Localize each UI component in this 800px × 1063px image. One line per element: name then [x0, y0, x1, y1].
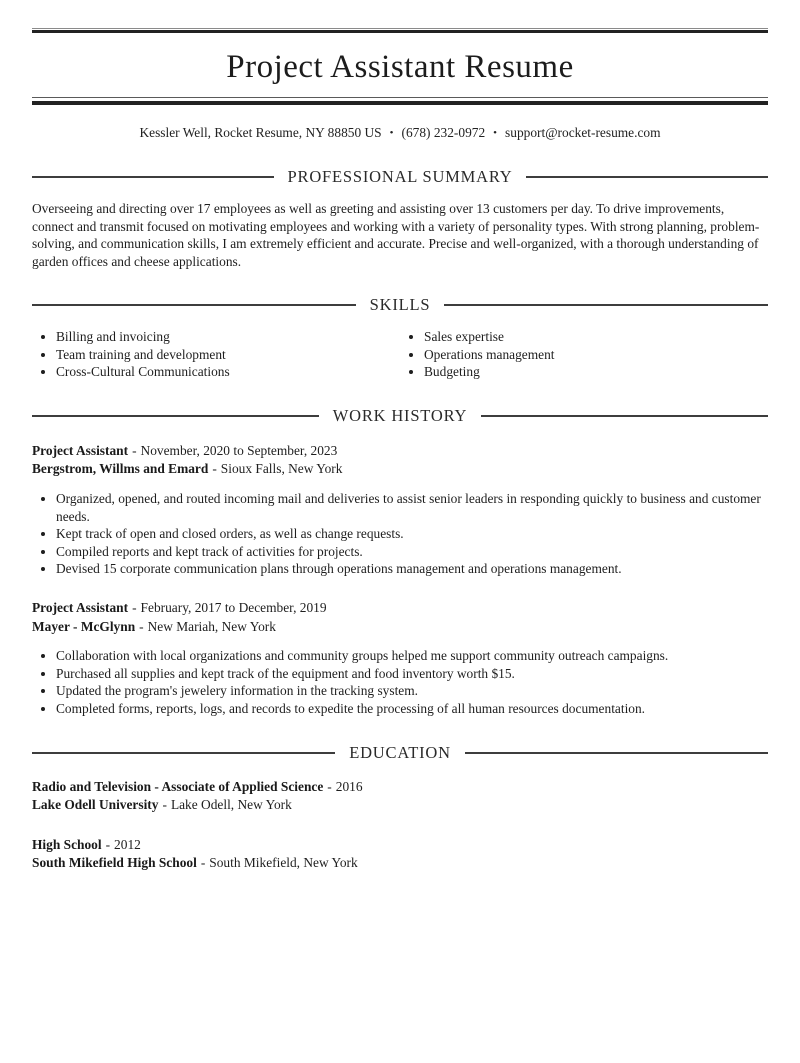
- skill-item: • Billing and invoicing: [56, 328, 400, 346]
- contact-separator-dot: •: [389, 127, 394, 139]
- contact-line: [32, 124, 768, 142]
- dash-separator: -: [162, 797, 167, 813]
- heading-rule-left: [32, 176, 274, 178]
- skills-list-left: [32, 328, 400, 381]
- job-bullet: • Compiled reports and kept track of activities for projects.: [56, 543, 768, 561]
- skills-list-right: [400, 328, 768, 381]
- heading-rule-left: [32, 415, 319, 417]
- job-bullet: • Organized, opened, and routed incoming mail and deliveries to assist senior leaders in responding quickly to business and customer needs.: [56, 490, 768, 525]
- top-double-rule: [32, 28, 768, 33]
- skills-columns: [32, 328, 768, 381]
- heading-rule-right: [481, 415, 768, 417]
- education-entry: [32, 778, 768, 815]
- education-entry: [32, 836, 768, 873]
- job-bullet: • Devised 15 corporate communication plans through operations management and operations management.: [56, 560, 768, 578]
- skills-section: [32, 295, 768, 381]
- heading-rule-left: [32, 304, 356, 306]
- work-history-section: [32, 406, 768, 718]
- education-section-heading: [32, 743, 768, 763]
- heading-rule-right: [465, 752, 768, 754]
- skill-item: • Budgeting: [424, 363, 768, 381]
- work-history-section-heading: [32, 406, 768, 426]
- education-school: Lake Odell University: [32, 797, 159, 813]
- education-degree: Radio and Television - Associate of Applied Science: [32, 778, 324, 794]
- education-school: South Mikefield High School: [32, 855, 197, 871]
- job-bullet: • Kept track of open and closed orders, as well as change requests.: [56, 525, 768, 543]
- contact-address: Kessler Well, Rocket Resume, NY 88850 US: [139, 125, 382, 140]
- education-location: Lake Odell, New York: [170, 797, 292, 813]
- job-company: Bergstrom, Willms and Emard: [32, 461, 209, 477]
- skill-item: • Cross-Cultural Communications: [56, 363, 400, 381]
- dash-separator: -: [139, 618, 144, 634]
- job-bullet-list: [32, 647, 768, 717]
- under-title-double-rule: [32, 97, 768, 105]
- skill-item: • Operations management: [424, 346, 768, 364]
- rule-thin-line: [32, 28, 768, 29]
- dash-separator: -: [327, 778, 332, 794]
- education-section: [32, 743, 768, 873]
- education-school-line: [32, 854, 768, 873]
- education-degree-line: [32, 836, 768, 855]
- job-company-line: [32, 618, 768, 637]
- job-bullet: • Purchased all supplies and kept track of the equipment and food inventory worth $15.: [56, 665, 768, 683]
- summary-section: [32, 167, 768, 270]
- heading-rule-right: [444, 304, 768, 306]
- education-heading-text: EDUCATION: [349, 742, 451, 762]
- contact-phone: (678) 232-0972: [401, 125, 486, 140]
- education-degree: High School: [32, 836, 102, 852]
- rule-thin-line: [32, 97, 768, 98]
- job-title-line: [32, 442, 768, 461]
- summary-section-heading: [32, 167, 768, 187]
- skill-item: • Team training and development: [56, 346, 400, 364]
- job-entry: [32, 599, 768, 718]
- heading-rule-right: [526, 176, 768, 178]
- job-location: Sioux Falls, New York: [220, 461, 343, 477]
- rule-thick-line: [32, 30, 768, 33]
- work-history-heading-text: WORK HISTORY: [332, 405, 468, 425]
- education-degree-line: [32, 778, 768, 797]
- dash-separator: -: [200, 855, 206, 871]
- resume-page: [0, 28, 800, 873]
- education-year: 2012: [114, 836, 141, 852]
- dash-separator: -: [212, 461, 217, 477]
- heading-rule-left: [32, 752, 335, 754]
- dash-separator: -: [132, 599, 137, 615]
- education-location: South Mikefield, New York: [209, 855, 358, 871]
- page-title: Project Assistant Resume: [226, 49, 574, 85]
- dash-separator: -: [132, 442, 137, 458]
- education-school-line: [32, 796, 768, 815]
- rule-thick-line: [32, 101, 768, 105]
- dash-separator: -: [105, 836, 111, 852]
- job-title: Project Assistant: [32, 442, 129, 458]
- job-bullet: • Collaboration with local organizations and community groups helped me support community outreach campaigns.: [56, 647, 768, 665]
- skill-item: • Sales expertise: [424, 328, 768, 346]
- job-dates: February, 2017 to December, 2019: [140, 599, 327, 615]
- job-company-line: [32, 460, 768, 479]
- job-bullet-list: [32, 490, 768, 578]
- summary-text: Overseeing and directing over 17 employees as well as greeting and assisting over 13 customers per day. To drive improvements, connect and transmit focused on motivating employees and working with a variety of personality types. With strong planning, problem-solving, and communication skills, I am extremely efficient and accurate. Precise and well-organized, with a thorough understanding of garden offices and cheese applications.: [32, 201, 760, 269]
- summary-heading-text: PROFESSIONAL SUMMARY: [287, 167, 513, 186]
- education-year: 2016: [335, 778, 363, 794]
- job-location: New Mariah, New York: [147, 618, 276, 634]
- contact-separator-dot: •: [493, 127, 498, 139]
- job-title-line: [32, 599, 768, 618]
- skills-heading-text: SKILLS: [369, 295, 431, 314]
- skills-section-heading: [32, 295, 768, 315]
- job-bullet: • Completed forms, reports, logs, and records to expedite the processing of all human resources documentation.: [56, 700, 768, 718]
- job-title: Project Assistant: [32, 599, 129, 615]
- contact-email: support@rocket-resume.com: [505, 125, 661, 140]
- job-entry: [32, 442, 768, 578]
- job-bullet: • Updated the program's jewelery information in the tracking system.: [56, 682, 768, 700]
- job-dates: November, 2020 to September, 2023: [140, 442, 338, 458]
- job-company: Mayer - McGlynn: [32, 618, 136, 634]
